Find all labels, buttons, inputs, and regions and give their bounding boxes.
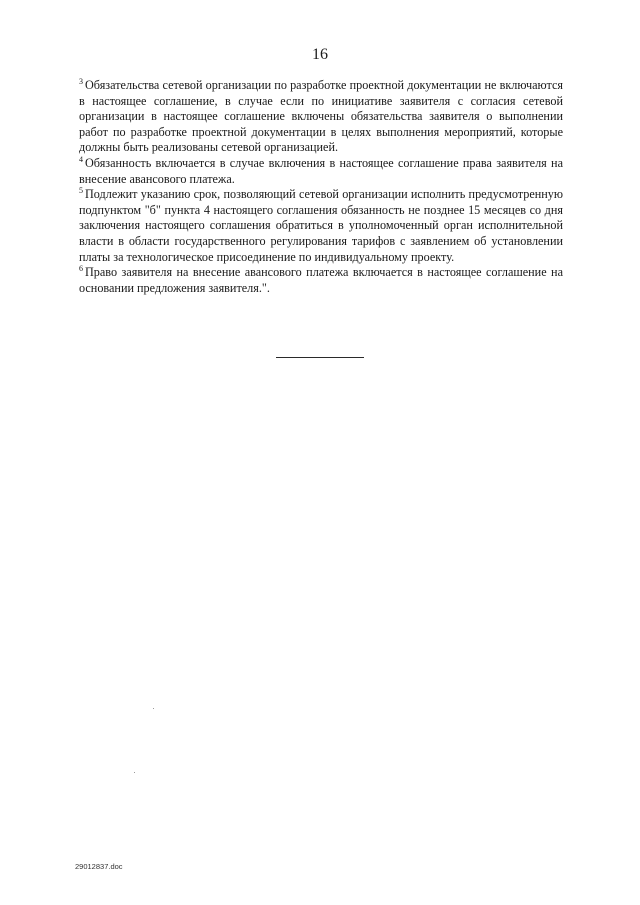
footnotes <box>79 78 563 296</box>
scan-speck <box>153 708 154 709</box>
footnote-text: Обязанность включается в случае включения в настоящее соглашение права заявителя на внесение авансового платежа. <box>79 155 563 186</box>
footnote-marker: 5 <box>79 186 83 196</box>
footer-file-name: 29012837.doc <box>75 862 123 871</box>
footnote-marker: 4 <box>79 154 83 164</box>
footnote-3 <box>79 78 563 156</box>
footnote-text: Право заявителя на внесение авансового платежа включается в настоящее соглашение на основании предложения заявителя.". <box>79 265 563 295</box>
footnote-text: Обязательства сетевой организации по разработке проектной документации не включаются в настоящее соглашение, в случае если по инициативе заявителя с согласия сетевой организации в настоящее соглашение включены обязательства заявителя о выполнении работ по разработке проектной документации в целях выполнения мероприятий, которые должны быть реализованы сетевой организацией. <box>79 78 563 155</box>
end-separator-line <box>276 357 364 358</box>
footnote-4 <box>79 156 563 187</box>
footnote-text: Подлежит указанию срок, позволяющий сетевой организации исполнить предусмотренную подпунктом "б" пункта 4 настоящего соглашения обязанность не позднее 15 месяцев со дня заключения настоящего соглашения обратиться в уполномоченный орган исполнительной власти в области государственного регулирования тарифов с заявлением об установлении платы за технологическое присоединение по индивидуальному проекту. <box>79 187 563 264</box>
scan-speck <box>134 772 135 773</box>
footnote-5 <box>79 187 563 265</box>
footnote-marker: 3 <box>79 77 83 86</box>
page-number: 16 <box>312 46 328 63</box>
footnote-marker: 6 <box>79 264 83 274</box>
footnote-6 <box>79 265 563 296</box>
